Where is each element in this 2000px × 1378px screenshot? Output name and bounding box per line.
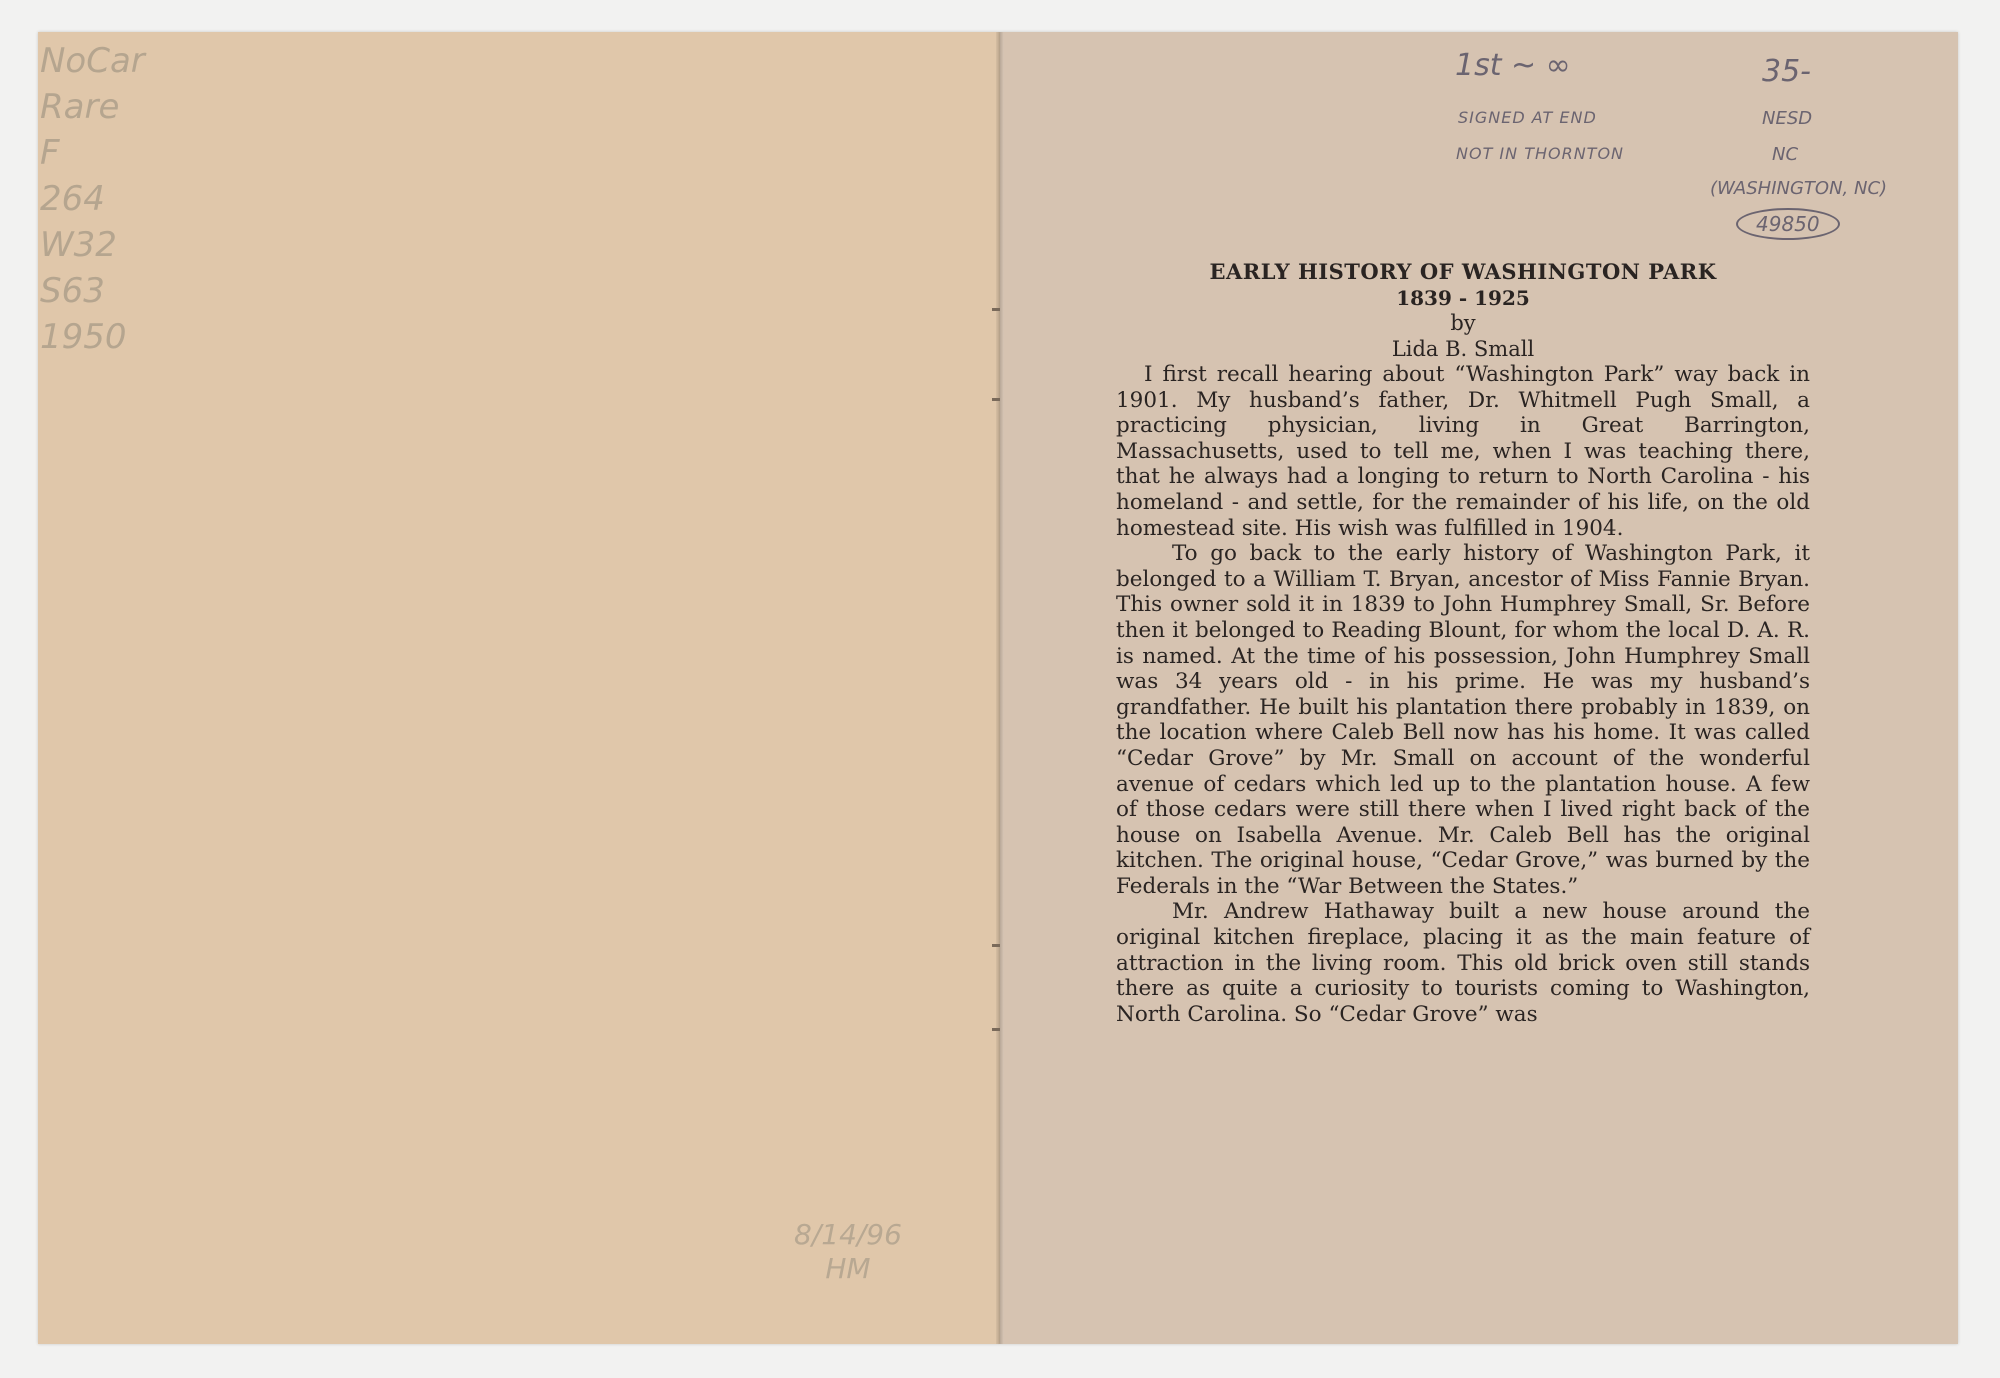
pencil-note: SIGNED AT END (1458, 108, 1597, 127)
date-note-line: 8/14/96 (794, 1218, 902, 1251)
call-number-line: 264 (40, 179, 105, 219)
call-number-line: Rare (40, 87, 120, 127)
pencil-note: (WASHINGTON, NC) (1710, 178, 1888, 199)
call-number-line: S63 (40, 271, 105, 311)
staple-mark (992, 1028, 1000, 1031)
pencil-note: 35- (1762, 54, 1811, 89)
document-years: 1839 - 1925 (1396, 286, 1530, 310)
call-number-line: W32 (40, 225, 117, 265)
paragraph: I first recall hearing about “Washington Park” way back in 1901. My husband’s father, Dr. Whitmell Pugh Small, a practicing physician, living in Great Barrington, Massachusetts, used to tell me, when I was teaching there, that he always had a longing to return to North Carolina - his homeland - and settle, for the remainder of his life, on the old homestead site. His wish was fulfilled in 1904. (1116, 362, 1810, 541)
paragraph: To go back to the early history of Washington Park, it belonged to a William T. Bryan, ancestor of Miss Fannie Bryan. This owner sold it in 1839 to John Humphrey Small, Sr. Before then it belonged to Reading Blount, for whom the local D. A. R. is named. At the time of his possession, John Humphrey Small was 34 years old - in his prime. He was my husband’s grandfather. He built his plantation there probably in 1839, on the location where Caleb Bell now has his home. It was called “Cedar Grove” by Mr. Small on account of the wonderful avenue of cedars which led up to the plantation house. A few of those cedars were still there when I lived right back of the house on Isabella Avenue. Mr. Caleb Bell has the original kitchen. The original house, “Cedar Grove,” was burned by the Federals in the “War Between the States.” (1116, 541, 1810, 899)
document-title: EARLY HISTORY OF WASHINGTON PARK (1209, 259, 1717, 284)
document-body (1116, 258, 1810, 1027)
author-name: Lida B. Small (1391, 337, 1535, 361)
staple-mark (992, 398, 1000, 401)
pencil-note: NOT IN THORNTON (1456, 144, 1625, 163)
book-gutter (996, 32, 1004, 1344)
pencil-note: 1st ~ ∞ (1455, 48, 1571, 83)
paragraph: Mr. Andrew Hathaway built a new house around the original kitchen fireplace, placing it as the main feature of attraction in the living room. This old brick oven still stands there as quite a curiosity to tourists coming to Washington, North Carolina. So “Cedar Grove” was (1116, 899, 1810, 1027)
call-number-annotation (40, 38, 145, 360)
staple-mark (992, 944, 1000, 947)
date-annotation (794, 1218, 902, 1286)
date-note-line: HM (825, 1252, 871, 1285)
circled-number-note: 49850 (1736, 208, 1840, 240)
pencil-note: NC (1772, 144, 1799, 165)
call-number-line: NoCar (40, 41, 145, 81)
staple-mark (992, 308, 1000, 311)
call-number-line: F (40, 133, 60, 173)
left-page (38, 32, 1000, 1344)
call-number-line: 1950 (40, 317, 127, 357)
pencil-note: NESD (1762, 108, 1813, 129)
byline-by: by (1450, 311, 1476, 335)
